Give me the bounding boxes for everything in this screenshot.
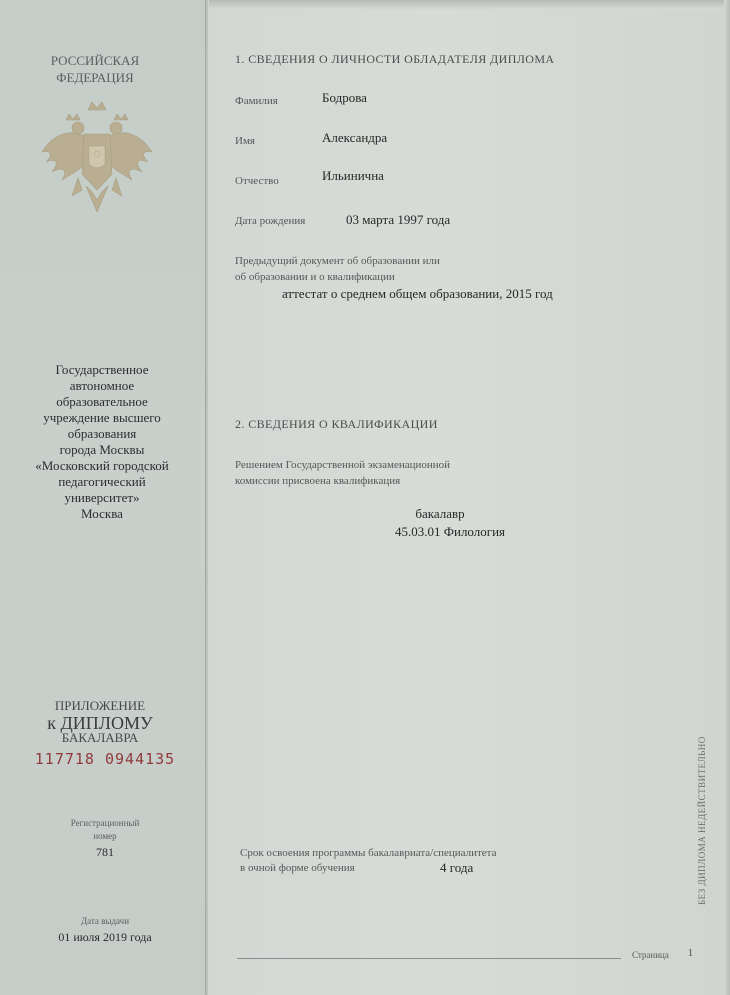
name-label: Имя	[235, 135, 255, 147]
page-top-edge	[209, 0, 730, 10]
surname-value: Бодрова	[322, 90, 367, 105]
org-line: университет»	[64, 490, 140, 505]
coat-of-arms-emblem	[38, 100, 156, 218]
appendix-title-line-1: ПРИЛОЖЕНИЕ	[54, 698, 146, 713]
previous-document-label-1: Предыдущий документ об образовании или	[235, 255, 440, 267]
surname-label: Фамилия	[235, 95, 278, 107]
commission-decision-line-2: комиссии присвоена квалификация	[235, 475, 401, 487]
page-right-edge	[724, 0, 730, 995]
org-line: образования	[67, 426, 137, 441]
study-duration-label-1: Срок освоения программы бакалавриата/специалитета	[240, 847, 497, 859]
section-1-title: 1. СВЕДЕНИЯ О ЛИЧНОСТИ ОБЛАДАТЕЛЯ ДИПЛОМА	[235, 52, 555, 66]
org-line: Государственное	[55, 362, 149, 377]
vertical-validity-text: БЕЗ ДИПЛОМА НЕДЕЙСТВИТЕЛЬНО	[697, 736, 707, 905]
patronymic-label: Отчество	[235, 175, 279, 187]
section-2-title: 2. СВЕДЕНИЯ О КВАЛИФИКАЦИИ	[235, 417, 438, 431]
registration-label-line-1: Регистрационный	[70, 818, 140, 828]
organization-name	[18, 362, 186, 522]
country-line-2: ФЕДЕРАЦИЯ	[56, 70, 134, 85]
specialty-value: 45.03.01 Филология	[394, 524, 506, 539]
commission-decision-line-1: Решением Государственной экзаменационной	[235, 459, 451, 471]
org-line: образовательное	[56, 394, 148, 409]
registration-number-label	[40, 817, 170, 843]
registration-label-line-2: номер	[93, 831, 117, 841]
birthdate-label: Дата рождения	[235, 215, 306, 227]
previous-document-label-2: об образовании и о квалификации	[235, 271, 395, 283]
patronymic-value: Ильинична	[322, 168, 384, 183]
appendix-title-line-3: БАКАЛАВРА	[61, 730, 139, 745]
page-label: Страница	[632, 950, 669, 960]
page-fold	[205, 0, 209, 995]
country-line-1: РОССИЙСКАЯ	[50, 53, 140, 68]
country-name	[20, 52, 170, 86]
org-line: автономное	[69, 378, 135, 393]
study-duration-value: 4 года	[440, 860, 474, 875]
issue-date: 01 июля 2019 года	[58, 930, 152, 944]
study-duration-label-2: в очной форме обучения	[240, 862, 355, 874]
qualification-value: бакалавр	[415, 506, 465, 521]
bottom-rule	[237, 958, 621, 959]
issue-date-label: Дата выдачи	[80, 916, 130, 926]
previous-document-value: аттестат о среднем общем образовании, 2015 год	[282, 286, 553, 301]
page-number: 1	[688, 948, 693, 959]
registration-number: 781	[96, 845, 114, 859]
org-city: Москва	[81, 506, 123, 521]
org-line: учреждение высшего	[43, 410, 161, 425]
org-line: «Московский городской	[35, 458, 169, 473]
appendix-title-line-2: к ДИПЛОМУ	[47, 713, 153, 733]
name-value: Александра	[322, 130, 388, 145]
org-line: города Москвы	[59, 442, 145, 457]
birthdate-value: 03 марта 1997 года	[346, 212, 451, 227]
serial-number: 117718 0944135	[34, 750, 176, 768]
org-line: педагогический	[58, 474, 146, 489]
